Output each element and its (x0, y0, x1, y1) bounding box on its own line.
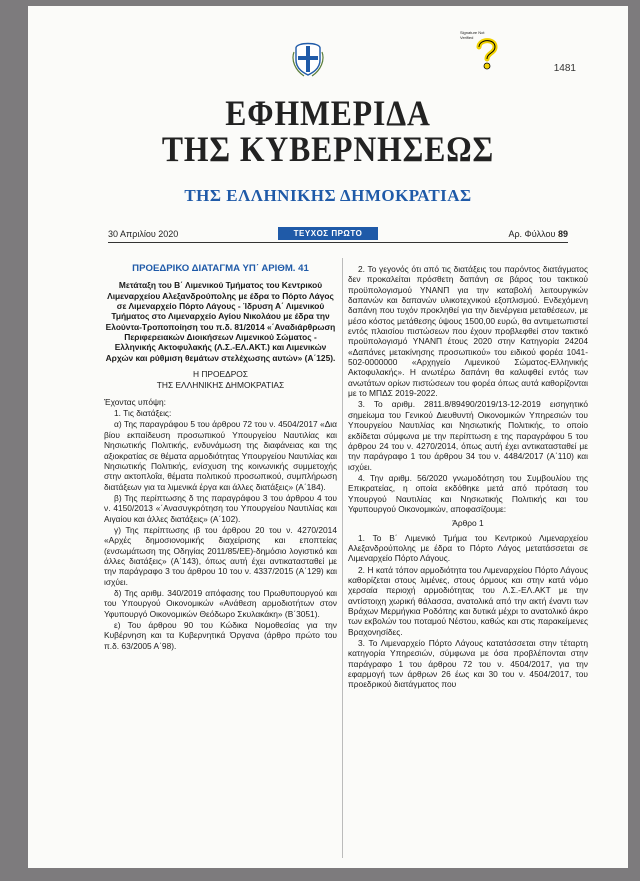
issue-meta-bar (108, 228, 568, 243)
president-title: Η ΠΡΟΕΔΡΟΣ (193, 369, 248, 380)
paragraph: 3. Το αριθμ. 2811.8/89490/2019/13-12-2019 εισηγητικό σημείωμα του Γενικού Διευθυντή Οικονομικών Υπηρεσιών του Υπουργείου Ναυτιλίας και Νησιωτικής Πολιτικής, το οποίο εκδίδεται σύμφωνα με την περίπτωση ε της παραγράφου 5 του άρθρου 24 του ν. 4270/2014, όπως αυτή έχει αντικατασταθεί με την παράγραφο 1 του άρθρου 34 του ν. 4484/2017 (Α΄110) και ισχύει. (348, 399, 588, 472)
greek-coat-of-arms-icon (292, 38, 324, 78)
signature-line: Verified (460, 35, 474, 40)
signature-line: Signature Not (460, 30, 485, 35)
sheet-number (508, 229, 568, 239)
paragraph: 2. Η κατά τόπον αρμοδιότητα του Λιμεναρχείου Πόρτο Λάγους καθορίζεται στους λιμένες, στους όρμους και στην κατά νόμο χερσαία περιοχή αρμοδιότητας του Λ.Σ.-ΕΛ.ΑΚΤ με την αντίστοιχη χωρική θάλασσα, ανατολικά από την ακτή έναντι των Βράχων Μερμήγκια Ροδόπης και δυτικά μέχρι το ανατολικό άκρο των εκβολών του ποταμού Νέστου, καθώς και στις παρακείμενες Βραχονησίδες. (348, 564, 588, 637)
sheet-label: Αρ. Φύλλου (508, 229, 556, 239)
decree-heading: ΠΡΟΕΔΡΙΚΟ ΔΙΑΤΑΓΜΑ ΥΠ΄ ΑΡΙΘΜ. 41 (132, 263, 309, 274)
column-divider (342, 258, 343, 858)
paragraph: 4. Την αριθμ. 56/2020 γνωμοδότηση του Συμβουλίου της Επικρατείας, η οποία εκδόθηκε μετά από πρόταση του Υπουργού Ναυτιλίας και Νησιωτικής Πολιτικής και του Υφυπουργού Οικονομικών, αποφασίζουμε: (348, 472, 588, 514)
paragraph: β) Της περίπτωσης δ της παραγράφου 3 του άρθρου 4 του ν. 4150/2013 «΄Ανασυγκρότηση του Υπουργείου Ναυτιλίας και Αιγαίου και άλλες διατάξεις» (Α΄102). (104, 492, 337, 524)
gazette-title-line2: ΤΗΣ ΚΥΒΕΡΝΗΣΕΩΣ (161, 129, 495, 169)
gazette-page (28, 6, 628, 868)
signature-question-icon (474, 36, 500, 70)
paragraph: 3. Το Λιμεναρχείο Πόρτο Λάγους κατατάσσεται στην τέταρτη κατηγορία Υπηρεσιών, σύμφωνα με όσα προβλέπονται στην παράγραφο 1 του άρθρου 72 του ν. 4504/2017, για την εφαρμογή των άρθρων 26 έως και 30 του ν. 4504/2017, του προεδρικού διατάγματος που (348, 638, 588, 690)
considering-intro: Έχοντας υπόψη: (104, 396, 166, 407)
page-number: 1481 (553, 63, 576, 74)
president-subtitle: ΤΗΣ ΕΛΛΗΝΙΚΗΣ ΔΗΜΟΚΡΑΤΙΑΣ (156, 380, 285, 391)
digital-signature-stamp (460, 30, 516, 78)
issue-date: 30 Απριλίου 2020 (108, 229, 179, 239)
paragraph: α) Της παραγράφου 5 του άρθρου 72 του ν. 4504/2017 «Δια βίου εκπαίδευση προσωπικού Υπουργείου Ναυτιλίας και Νησιωτικής Πολιτικής, ενδυνάμωση της διαφάνειας και της αξιοκρατίας σε θέματα αρμοδιότητας Υπουργείου Ναυτιλίας και Νησιωτικής Πολιτικής, ενίσχυση της κοινωνικής συμμετοχής στην ακτοπλοΐα, θέματα πολιτικού προσωπικού, συμπλήρωση διατάξεων για τα λιμενικά έργα και άλλες διατάξεις» (Α΄184). (104, 419, 337, 492)
paragraph: ε) Του άρθρου 90 του Κώδικα Νομοθεσίας για την Κυβέρνηση και τα Κυβερνητικά Όργανα (άρθρο πρώτο του π.δ. 63/2005 Α΄98). (104, 620, 337, 651)
republic-subtitle: ΤΗΣ ΕΛΛΗΝΙΚΗΣ ΔΗΜΟΚΡΑΤΙΑΣ (184, 186, 472, 205)
paragraph: γ) Της περίπτωσης ιβ του άρθρου 20 του ν. 4270/2014 «Αρχές δημοσιονομικής διαχείρισης και εποπτείας (ενσωμάτωση της Οδηγίας 2011/85/ΕΕ)-δημόσιο λογιστικό και άλλες διατάξεις» (Α΄143), όπως αυτή έχει αντικατασταθεί με την παράγραφο 3 του άρθρου 10 του ν. 4337/2015 (Α΄129) και ισχύει. (104, 524, 337, 587)
paragraph: 1. Το Β΄ Λιμενικό Τμήμα του Κεντρικού Λιμεναρχείου Αλεξανδρούπολης με έδρα το Πόρτο Λάγος μετατάσσεται σε Λιμεναρχείο Πόρτο Λάγους. (348, 532, 588, 564)
left-text-column (104, 264, 337, 652)
sheet-value: 89 (557, 229, 568, 239)
gazette-title-line1: ΕΦΗΜΕΡΙΔΑ (225, 93, 431, 133)
issue-label: ΤΕΥΧΟΣ ΠΡΩΤΟ (278, 227, 378, 240)
article-heading: Άρθρο 1 (452, 518, 484, 529)
decree-subject: Μετάταξη του Β΄ Λιμενικού Τμήματος του Κεντρικού Λιμεναρχείου Αλεξανδρούπολης με έδρα το Πόρτο Λάγος σε Λιμεναρχείο Πόρτο Λάγους - Ίδρυση Α΄ Λιμενικού Τμήματος στο Λιμεναρχείο Αγίου Νικολάου με έδρα την Ελούντα-Τροποποίηση του π.δ. 81/2014 «΄Αναδιάρθρωση Περιφερειακών Διοικήσεων Λιμενικού Σώματος - Ελληνικής Ακτοφυλακής (Λ.Σ.-ΕΛ.ΑΚΤ.) και Λιμενικών Αρχών και ρύθμιση θεμάτων στελέχωσης αυτών» (Α΄125). (105, 280, 336, 363)
paragraph: 2. Το γεγονός ότι από τις διατάξεις του παρόντος διατάγματος δεν προκαλείται πρόσθετη δαπάνη σε βάρος του τακτικού προϋπολογισμού ΥΝΑΝΠ για την καταβολή λειτουργικών δαπανών και δαπανών υλικοτεχνικού εξοπλισμού. Ενδεχόμενη δαπάνη που τυχόν προκληθεί για την διενέργεια μεταθέσεων, με μέσο κόστος μετάθεσης ύψους 1500,00 ευρώ, θα αντιμετωπιστεί εντός πλαισίου πιστώσεων που έχουν προβλεφθεί στον τακτικό προϋπολογισμό ΥΝΑΝΠ έτους 2020 στην Κατηγορία 24204 «Δαπάνες μετακίνησης προσωπικού» του ειδικού φορέα 1041-502-0000000 «Αρχηγείο Λιμενικού Σώματος-Ελληνικής Ακτοφυλακής». Η ανωτέρω δαπάνη θα καλυφθεί εντός των ανωτάτων ορίων πιστώσεων του φορέα όπως αυτά καθορίζονται με το ΜΠΔΣ 2019-2022. (348, 264, 588, 399)
right-text-column (348, 264, 588, 691)
paragraph: δ) Της αριθμ. 340/2019 απόφασης του Πρωθυπουργού και του Υπουργού Οικονομικών «Ανάθεση αρμοδιοτήτων στον Υφυπουργό Οικονομικών Θεόδωρο Σκυλακάκη» (Β΄3051). (104, 587, 337, 619)
paragraph: 1. Τις διατάξεις: (114, 408, 172, 419)
